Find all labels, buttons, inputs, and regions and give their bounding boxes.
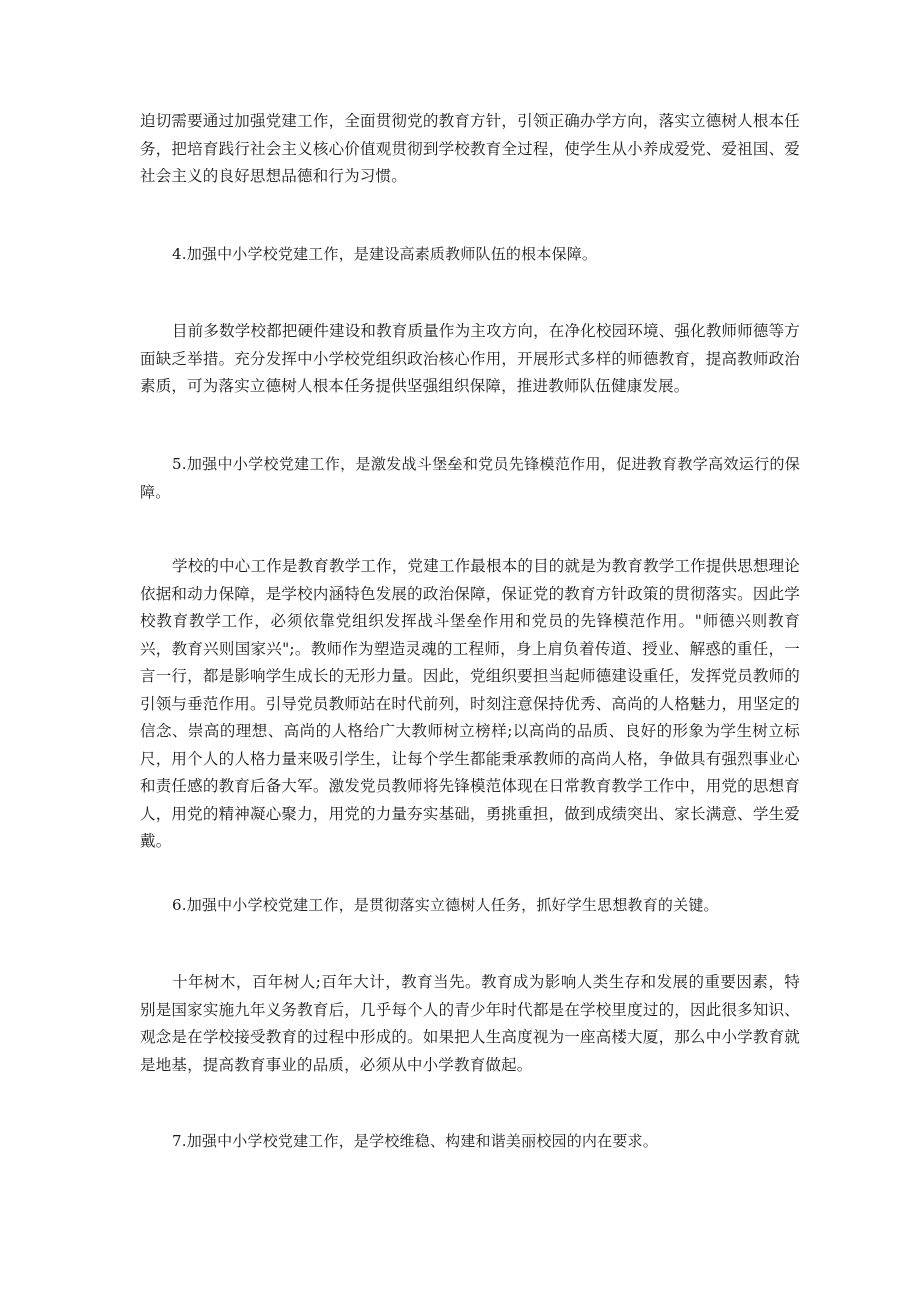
paragraph-intro: 迫切需要通过加强党建工作，全面贯彻党的教育方针，引领正确办学方向，落实立德树人根本任务，把培育践行社会主义核心价值观贯彻到学校教育全过程，使学生从小养成爱党、爱祖国、爱社会主义的良好思想品德和行为习惯。 (140, 112, 800, 185)
heading-point-5: 5.加强中小学校党建工作，是激发战斗堡垒和党员先锋模范作用，促进教育教学高效运行的保障。 (140, 455, 800, 501)
heading-point-4: 4.加强中小学校党建工作，是建设高素质教师队伍的根本保障。 (172, 245, 598, 263)
paragraph-point-6-body: 十年树木，百年树人;百年大计，教育当先。教育成为影响人类生存和发展的重要因素，特别是国家实施九年义务教育后，几乎每个人的青少年时代都是在学校里度过的，因此很多知识、观念是在学校接受教育的过程中形成的。如果把人生高度视为一座高楼大厦，那么中小学教育就是地基，提高教育事业的品质，必须从中小学教育做起。 (140, 973, 800, 1074)
heading-point-6: 6.加强中小学校党建工作，是贯彻落实立德树人任务，抓好学生思想教育的关键。 (172, 896, 719, 914)
paragraph-point-4-body: 目前多数学校都把硬件建设和教育质量作为主攻方向，在净化校园环境、强化教师师德等方面缺乏举措。充分发挥中小学校党组织政治核心作用，开展形式多样的师德教育，提高教师政治素质，可为落实立德树人根本任务提供坚强组织保障，推进教师队伍健康发展。 (140, 322, 801, 395)
heading-point-7: 7.加强中小学校党建工作，是学校维稳、构建和谐美丽校园的内在要求。 (172, 1132, 658, 1150)
paragraph-point-5-body: 学校的中心工作是教育教学工作，党建工作最根本的目的就是为教育教学工作提供思想理论依据和动力保障，是学校内涵特色发展的政治保障，保证党的教育方针政策的贯彻落实。因此学校教育教学工作，必须依靠党组织发挥战斗堡垒作用和党员的先锋模范作用。"师德兴则教育兴，教育兴则国家兴";。教师作为塑造灵魂的工程师，身上肩负着传道、授业、解惑的重任，一言一行，都是影响学生成长的无形力量。因此，党组织要担当起师德建设重任，发挥党员教师的引领与垂范作用。引导党员教师站在时代前列，时刻注意保持优秀、高尚的人格魅力，用坚定的信念、崇高的理想、高尚的人格给广大教师树立榜样;以高尚的品质、良好的形象为学生树立标尺，用个人的人格力量来吸引学生，让每个学生都能秉承教师的高尚人格，争做具有强烈事业心和责任感的教育后备大军。激发党员教师将先锋模范体现在日常教育教学工作中，用党的思想育人，用党的精神凝心聚力，用党的力量夯实基础，勇挑重担，做到成绩突出、家长满意、学生爱戴。 (140, 557, 801, 850)
